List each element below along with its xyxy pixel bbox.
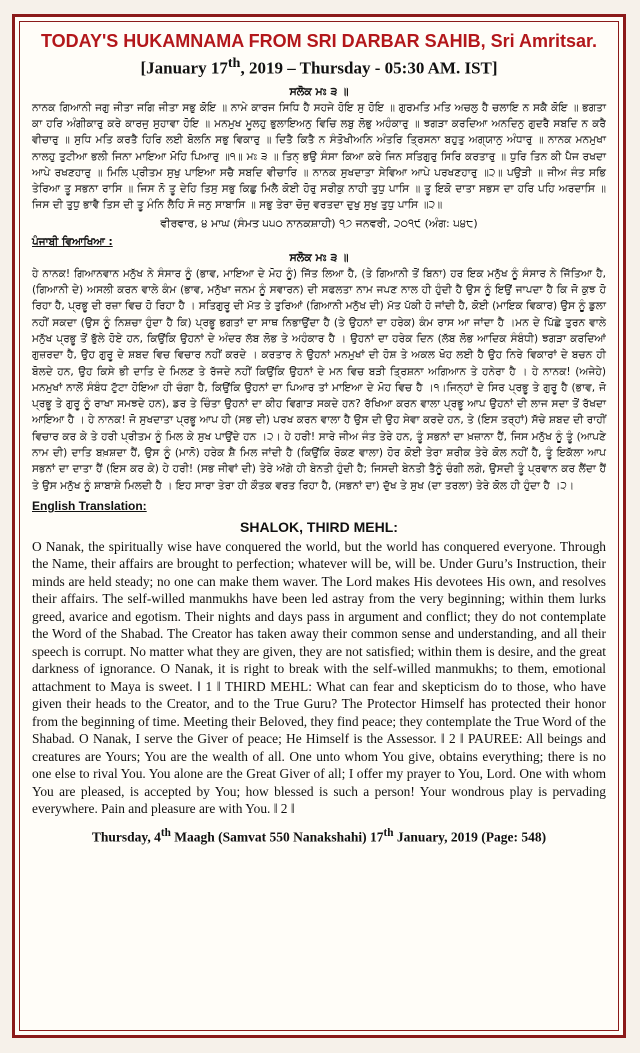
content-area <box>19 21 619 1031</box>
gurbani-heading: ਸਲੋਕ ਮਃ ੩ ॥ <box>289 84 349 98</box>
page-title: TODAY'S HUKAMNAMA FROM SRI DARBAR SAHIB, Sri Amritsar. <box>40 31 597 51</box>
nanakshahi-date: ਵੀਰਵਾਰ, ੪ ਮਾਘ (ਸੰਮਤ ੫੫੦ ਨਾਨਕਸ਼ਾਹੀ) ੧੭ ਜਨਵਰੀ, ੨੦੧੯ (ਅੰਗ: ੫੪੮) <box>160 216 478 230</box>
punjabi-label: ਪੰਜਾਬੀ ਵਿਆਖਿਆ : <box>32 235 113 248</box>
footer-suffix: January, 2019 (Page: 548) <box>393 829 547 845</box>
date-line-suffix: , 2019 – Thursday - 05:30 AM. IST] <box>240 58 498 78</box>
gurbani-text: ਨਾਨਕ ਗਿਆਨੀ ਜਗੁ ਜੀਤਾ ਜਗਿ ਜੀਤਾ ਸਭੁ ਕੋਇ ॥ ਨਾਮੇ ਕਾਰਜ ਸਿਧਿ ਹੈ ਸਹਜੇ ਹੋਇ ਸੁ ਹੋਇ ॥ ਗੁਰਮਤਿ ਮਤਿ ਅਚਲੁ ਹੈ ਚਲਾਇ ਨ ਸਕੈ ਕੋਇ ॥ ਭਗਤਾ ਕਾ ਹਰਿ ਅੰਗੀਕਾਰੁ ਕਰੇ ਕਾਰਜੁ ਸੁਹਾਵਾ ਹੋਇ ॥ ਮਨਮੁਖ ਮੂਲਹੁ ਭੁਲਾਇਅਨੁ ਵਿਚਿ ਲਬੁ ਲੋਭੁ ਅਹੰਕਾਰੁ ॥ ਝਗੜਾ ਕਰਦਿਆ ਅਨਦਿਨੁ ਗੁਦਰੈ ਸਬਦਿ ਨ ਕਰੈ ਵੀਚਾਰੁ ॥ ਸੁਧਿ ਮਤਿ ਕਰਤੈ ਹਿਰਿ ਲਈ ਬੋਲਨਿ ਸਭੁ ਵਿਕਾਰੁ ॥ ਦਿਤੈ ਕਿਤੈ ਨ ਸੰਤੋਖੀਅਨਿ ਅੰਤਰਿ ਤ੍ਰਿਸਨਾ ਬਹੁਤੁ ਅਗ੍ਯਾਨੁ ਅੰਧਾਰੁ ॥ ਨਾਨਕ ਮਨਮੁਖਾ ਨਾਲਹੁ ਤੁਟੀਆ ਭਲੀ ਜਿਨਾ ਮਾਇਆ ਮੋਹਿ ਪਿਆਰੁ ॥੧॥ ਮਃ ੩ ॥ ਤਿਨੑ ਭਉ ਸੰਸਾ ਕਿਆ ਕਰੇ ਜਿਨ ਸਤਿਗੁਰੁ ਸਿਰਿ ਕਰਤਾਰੁ ॥ ਧੁਰਿ ਤਿਨ ਕੀ ਪੈਜ ਰਖਦਾ ਆਪੇ ਰਖਣਹਾਰੁ ॥ ਮਿਲਿ ਪ੍ਰੀਤਮ ਸੁਖੁ ਪਾਇਆ ਸਚੈ ਸਬਦਿ ਵੀਚਾਰਿ ॥ ਨਾਨਕ ਸੁਖਦਾਤਾ ਸੇਵਿਆ ਆਪੇ ਪਰਖਣਹਾਰੁ ॥੨॥ ਪਉੜੀ ॥ ਜੀਅ ਜੰਤ ਸਭਿ ਤੇਰਿਆ ਤੂ ਸਭਨਾ ਰਾਸਿ ॥ ਜਿਸ ਨੋ ਤੂ ਦੇਹਿ ਤਿਸੁ ਸਭੁ ਕਿਛੁ ਮਿਲੈ ਕੋਈ ਹੋਰੁ ਸਰੀਕੁ ਨਾਹੀ ਤੁਧੁ ਪਾਸਿ ॥ ਤੂ ਇਕੋ ਦਾਤਾ ਸਭਸ ਦਾ ਹਰਿ ਪਹਿ ਅਰਦਾਸਿ ॥ ਜਿਸ ਦੀ ਤੁਧੁ ਭਾਵੈ ਤਿਸ ਦੀ ਤੂ ਮੰਨਿ ਲੈਹਿ ਸੋ ਜਨੁ ਸਾਬਾਸਿ ॥ ਸਭੁ ਤੇਰਾ ਚੋਜੁ ਵਰਤਦਾ ਦੁਖੁ ਸੁਖੁ ਤੁਧੁ ਪਾਸਿ ॥੨॥ <box>32 101 606 212</box>
english-text: O Nanak, the spiritually wise have conquered the world, but the world has conquered everyone. Through the Name, their affairs are brought to perfection; whatever will be, will be. Under Guru’s Instruction, their minds are held steady; no one can make them waver. The Lord makes His devotees His own, and resolves their affairs. The self-willed manmukhs have been led astray from the very beginning; within them lurks greed, avarice and egotism. Their nights and days pass in argument and conflict; they do not contemplate the Word of the Shabad. The Creator has taken away their common sense and understanding, and all their speech is corrupt. No matter what they are given, they are not satisfied; within them is desire, and the great darkness of ignorance. O Nanak, it is right to break with the self-willed manmukhs; to them, emotional attachment to Maya is sweet. ‖ 1 ‖ THIRD MEHL: What can fear and skepticism do to those, who have given their heads to the Creator, and to the True Guru? The Protector Himself has protected their honor from the beginning of time. Meeting their Beloved, they find peace; they contemplate the True Word of the Shabad. O Nanak, I serve the Giver of peace; He Himself is the Assessor. ‖ 2 ‖ PAUREE: All beings and creatures are Yours; You are the wealth of all. One unto whom You give, obtains everything; there is no one else to rival You. You alone are the Great Giver of all; I offer my prayer to You, Lord. One with whom You are pleased, is accepted by You; how blessed is such a person! Your wondrous play is pervading everywhere. Pain and pleasure are with You. ‖ 2 ‖ <box>32 538 606 817</box>
date-line-sup: th <box>227 55 241 71</box>
punjabi-text: ਹੇ ਨਾਨਕ! ਗਿਆਨਵਾਨ ਮਨੁੱਖ ਨੇ ਸੰਸਾਰ ਨੂੰ (ਭਾਵ, ਮਾਇਆ ਦੇ ਮੋਹ ਨੂੰ) ਜਿੱਤ ਲਿਆ ਹੈ, (ਤੇ ਗਿਆਨੀ ਤੋਂ ਬਿਨਾ) ਹਰ ਇਕ ਮਨੁੱਖ ਨੂੰ ਸੰਸਾਰ ਨੇ ਜਿੱਤਿਆ ਹੈ, (ਗਿਆਨੀ ਦੇ) ਅਸਲੀ ਕਰਨ ਵਾਲੇ ਕੰਮ (ਭਾਵ, ਮਨੁੱਖਾ ਜਨਮ ਨੂੰ ਸਵਾਰਨ) ਦੀ ਸਫਲਤਾ ਨਾਮ ਜਪਣ ਨਾਲ ਹੀ ਹੁੰਦੀ ਹੈ ਉਸ ਨੂੰ ਇਉਂ ਜਾਪਦਾ ਹੈ ਕਿ ਜੋ ਕੁਝ ਹੋ ਰਿਹਾ ਹੈ, ਪ੍ਰਭੂ ਦੀ ਰਜ਼ਾ ਵਿਚ ਹੋ ਰਿਹਾ ਹੈ । ਸਤਿਗੁਰੂ ਦੀ ਮੱਤ ਤੇ ਤੁਰਿਆਂ (ਗਿਆਨੀ ਮਨੁੱਖ ਦੀ) ਮੱਤ ਪੱਕੀ ਹੋ ਜਾਂਦੀ ਹੈ, ਕੋਈ (ਮਾਇਕ ਵਿਕਾਰ) ਉਸ ਨੂੰ ਡੁਲਾ ਨਹੀਂ ਸਕਦਾ (ਉਸ ਨੂੰ ਨਿਸ਼ਚਾ ਹੁੰਦਾ ਹੈ ਕਿ) ਪ੍ਰਭੂ ਭਗਤਾਂ ਦਾ ਸਾਥ ਨਿਭਾਉਂਦਾ ਹੈ (ਤੇ ਉਹਨਾਂ ਦਾ ਹਰੇਕ) ਕੰਮ ਰਾਸ ਆ ਜਾਂਦਾ ਹੈ ।ਮਨ ਦੇ ਪਿੱਛੇ ਤੁਰਨ ਵਾਲੇ ਮਨੁੱਖ ਪ੍ਰਭੂ ਤੋਂ ਭੁੱਲੇ ਹੋਏ ਹਨ, ਕਿਉਂਕਿ ਉਹਨਾਂ ਦੇ ਅੰਦਰ ਲੱਬ ਲੋਭ ਤੇ ਅਹੰਕਾਰ ਹੈ । ਉਹਨਾਂ ਦਾ ਹਰੇਕ ਦਿਨ (ਲੱਬ ਲੋਭ ਆਦਿਕ ਸੰਬੰਧੀ) ਝਗੜਾ ਕਰਦਿਆਂ ਗੁਜ਼ਰਦਾ ਹੈ, ਉਹ ਗੁਰੂ ਦੇ ਸ਼ਬਦ ਵਿਚ ਵਿਚਾਰ ਨਹੀਂ ਕਰਦੇ । ਕਰਤਾਰ ਨੇ ਉਹਨਾਂ ਮਨਮੁਖਾਂ ਦੀ ਹੋਸ਼ ਤੇ ਅਕਲ ਖੋਹ ਲਈ ਹੈ ਉਹ ਨਿਰੇ ਵਿਕਾਰਾਂ ਦੇ ਬਚਨ ਹੀ ਬੋਲਦੇ ਹਨ, ਉਹ ਕਿਸੇ ਭੀ ਦਾਤਿ ਦੇ ਮਿਲਣ ਤੇ ਰੱਜਦੇ ਨਹੀਂ ਕਿਉਂਕਿ ਉਹਨਾਂ ਦੇ ਮਨ ਵਿਚ ਬੜੀ ਤ੍ਰਿਸ਼ਨਾ ਅਗਿਆਨ ਤੇ ਹਨੇਰਾ ਹੈ । ਹੇ ਨਾਨਕ! (ਅਜੇਹੇ) ਮਨਮੁਖਾਂ ਨਾਲੋਂ ਸੰਬੰਧ ਟੁੱਟਾ ਹੋਇਆ ਹੀ ਚੰਗਾ ਹੈ, ਕਿਉਂਕਿ ਉਹਨਾਂ ਦਾ ਪਿਆਰ ਤਾਂ ਮਾਇਆ ਦੇ ਮੋਹ ਵਿਚ ਹੈ ।੧।ਜਿਨ੍ਹਾਂ ਦੇ ਸਿਰ ਪ੍ਰਭੂ ਤੇ ਗੁਰੂ ਹੈ (ਭਾਵ, ਜੋ ਪ੍ਰਭੂ ਤੇ ਗੁਰੂ ਨੂੰ ਰਾਖਾ ਸਮਝਦੇ ਹਨ), ਡਰ ਤੇ ਚਿੰਤਾ ਉਹਨਾਂ ਦਾ ਕੀਹ ਵਿਗਾੜ ਸਕਦੇ ਹਨ? ਰੱਖਿਆ ਕਰਨ ਵਾਲਾ ਪ੍ਰਭੂ ਆਪ ਉਹਨਾਂ ਦੀ ਲਾਜ ਸਦਾ ਤੋਂ ਰੱਖਦਾ ਆਇਆ ਹੈ । ਹੇ ਨਾਨਕ! ਜੋ ਸੁਖਦਾਤਾ ਪ੍ਰਭੂ ਆਪ ਹੀ (ਸਭ ਦੀ) ਪਰਖ ਕਰਨ ਵਾਲਾ ਹੈ ਉਸ ਦੀ ਉਹ ਸੇਵਾ ਕਰਦੇ ਹਨ, ਤੇ (ਇਸ ਤਰ੍ਹਾਂ) ਸੱਚੇ ਸ਼ਬਦ ਦੀ ਰਾਹੀਂ ਵਿਚਾਰ ਕਰ ਕੇ ਤੇ ਹਰੀ ਪ੍ਰੀਤਮ ਨੂੰ ਮਿਲ ਕੇ ਸੁਖ ਪਾਉਂਦੇ ਹਨ ।੨। ਹੇ ਹਰੀ! ਸਾਰੇ ਜੀਅ ਜੰਤ ਤੇਰੇ ਹਨ, ਤੂੰ ਸਭਨਾਂ ਦਾ ਖ਼ਜ਼ਾਨਾ ਹੈਂ, ਜਿਸ ਮਨੁੱਖ ਨੂੰ ਤੂੰ (ਆਪਣੇ ਨਾਮ ਦੀ) ਦਾਤਿ ਬਖ਼ਸ਼ਦਾ ਹੈਂ, ਉਸ ਨੂੰ (ਮਾਨੋ) ਹਰੇਕ ਸ਼ੈ ਮਿਲ ਜਾਂਦੀ ਹੈ (ਕਿਉਂਕਿ ਰੋਕਣ ਵਾਲਾ) ਹੋਰ ਕੋਈ ਤੇਰਾ ਸ਼ਰੀਕ ਤੇਰੇ ਕੋਲ ਨਹੀਂ ਹੈ, ਤੂੰ ਇਕੱਲਾ ਆਪ ਸਭਨਾਂ ਦਾ ਦਾਤਾ ਹੈਂ (ਇਸ ਕਰ ਕੇ) ਹੇ ਹਰੀ! (ਸਭ ਜੀਵਾਂ ਦੀ) ਤੇਰੇ ਅੱਗੇ ਹੀ ਬੇਨਤੀ ਹੁੰਦੀ ਹੈ; ਜਿਸਦੀ ਬੇਨਤੀ ਤੈਨੂੰ ਚੰਗੀ ਲਗੇ, ਉਸਦੀ ਤੂੰ ਪ੍ਰਵਾਨ ਕਰ ਲੈਂਦਾ ਹੈਂ ਤੇ ਉਸ ਮਨੁੱਖ ਨੂੰ ਸ਼ਾਬਾਸ਼ੇ ਮਿਲਦੀ ਹੈ । ਇਹ ਸਾਰਾ ਤੇਰਾ ਹੀ ਕੌਤਕ ਵਰਤ ਰਿਹਾ ਹੈ, (ਸਭਨਾਂ ਦਾ) ਦੁੱਖ ਤੇ ਸੁਖ (ਦਾ ਤਰਲਾ) ਤੇਰੇ ਕੋਲ ਹੀ ਹੁੰਦਾ ਹੈ ।੨। <box>32 267 606 492</box>
footer-prefix: Thursday, 4 <box>91 829 161 845</box>
date-line <box>32 52 606 80</box>
english-label: English Translation: <box>32 498 147 513</box>
punjabi-heading: ਸਲੋਕ ਮਃ ੩ ॥ <box>289 250 349 264</box>
footer-sup1: th <box>160 826 171 839</box>
footer-date <box>32 824 606 847</box>
footer-middle: Maagh (Samvat 550 Nanakshahi) 17 <box>170 829 384 845</box>
footer-sup2: th <box>383 826 394 839</box>
page-frame <box>12 14 626 1038</box>
date-line-prefix: [January 17 <box>140 58 228 78</box>
english-heading: SHALOK, THIRD MEHL: <box>240 518 398 535</box>
